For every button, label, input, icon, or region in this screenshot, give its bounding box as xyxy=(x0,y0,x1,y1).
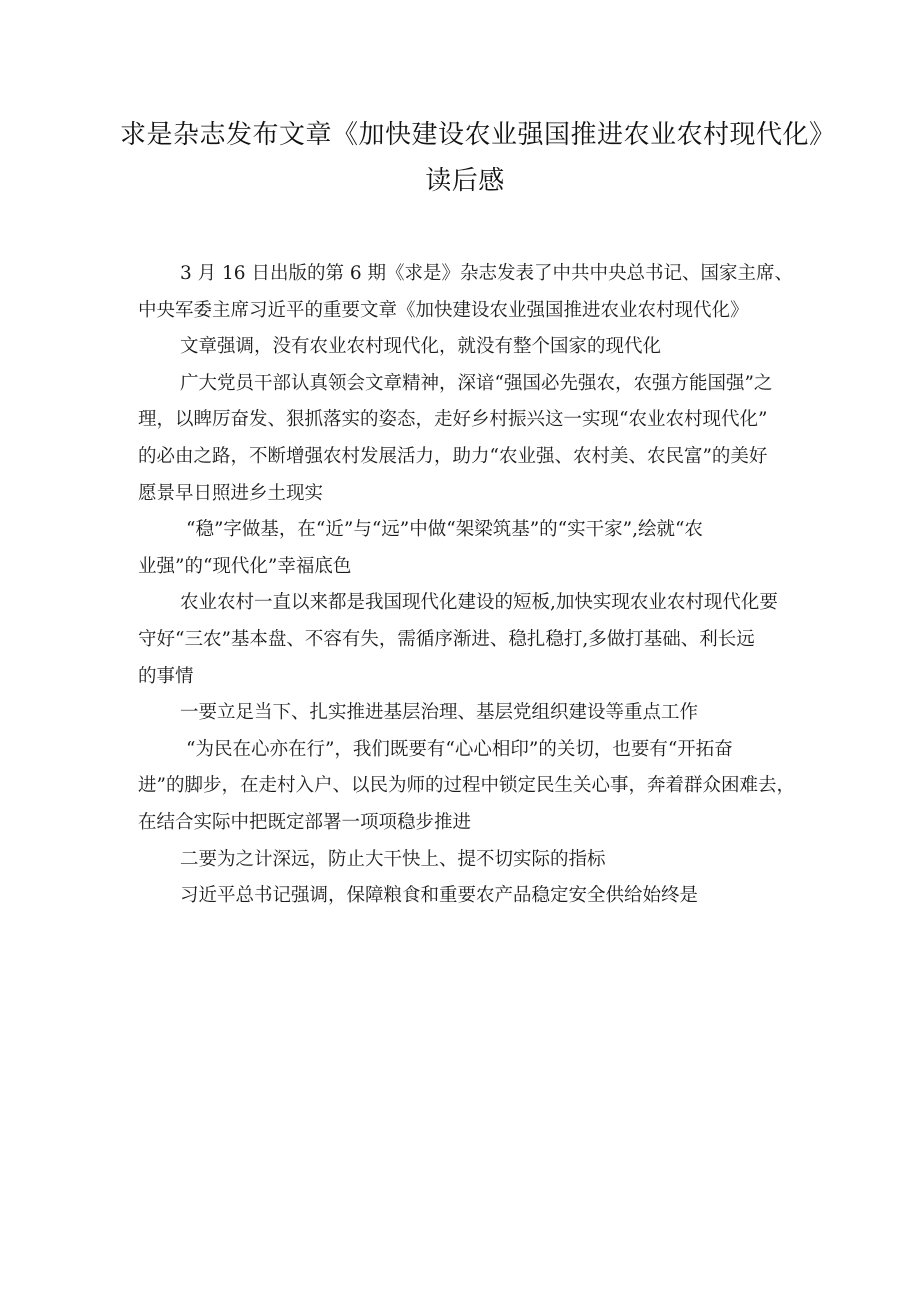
paragraph-line: 3 月 16 日出版的第 6 期《求是》杂志发表了中共中央总书记、国家主席、 xyxy=(180,263,793,284)
paragraph-line: 业强”的“现代化”幸福底色 xyxy=(138,555,352,577)
paragraph-1 xyxy=(138,256,794,329)
paragraph-line: 一要立足当下、扎实推进基层治理、基层党组织建设等重点工作 xyxy=(180,702,699,724)
title-line-1: 求是杂志发布文章《加快建设农业强国推进农业农村现代化》 xyxy=(120,120,836,150)
paragraph-4 xyxy=(138,512,794,585)
paragraph-line: 守好“三农”基本盘、不容有失，需循序渐进、稳扎稳打,多做打基础、利长远 xyxy=(138,628,755,650)
paragraph-line: 广大党员干部认真领会文章精神，深谙“强国必先强农，农强方能国强”之 xyxy=(180,372,773,394)
paragraph-line: 农业农村一直以来都是我国现代化建设的短板,加快实现农业农村现代化要 xyxy=(180,592,778,614)
paragraph-line: “稳”字做基，在“近”与“远”中做“架梁筑基”的“实干家”,绘就“农 xyxy=(186,519,703,541)
paragraph-line: 愿景早日照进乡土现实 xyxy=(138,482,324,504)
title-line-2: 读后感 xyxy=(425,166,505,196)
paragraph-5 xyxy=(138,585,794,695)
paragraph-6 xyxy=(138,695,794,732)
paragraph-line: 在结合实际中把既定部署一项项稳步推进 xyxy=(138,811,472,833)
paragraph-2 xyxy=(138,329,794,366)
paragraph-line: 中央军委主席习近平的重要文章《加快建设农业强国推进农业农村现代化》 xyxy=(138,299,749,321)
paragraph-line: 进”的脚步，在走村入户、以民为师的过程中锁定民生关心事，奔着群众困难去， xyxy=(138,775,795,797)
paragraph-3 xyxy=(138,366,794,512)
paragraph-line: 的必由之路，不断增强农村发展活力，助力“农业强、农村美、农民富”的美好 xyxy=(138,445,768,467)
document-title xyxy=(120,112,836,204)
paragraph-line: 的事情 xyxy=(138,665,194,687)
paragraph-8 xyxy=(138,842,794,879)
paragraph-7 xyxy=(138,732,794,842)
paragraph-line: 文章强调，没有农业农村现代化，就没有整个国家的现代化 xyxy=(180,336,662,358)
paragraph-9 xyxy=(138,878,794,915)
paragraph-line: 习近平总书记强调，保障粮食和重要农产品稳定安全供给始终是 xyxy=(180,885,699,907)
paragraph-line: 二要为之计深远，防止大干快上、提不切实际的指标 xyxy=(180,848,606,870)
paragraph-line: 理，以睥厉奋发、狠抓落实的姿态，走好乡村振兴这一实现“农业农村现代化” xyxy=(138,409,768,431)
document-body xyxy=(138,256,794,915)
paragraph-line: “为民在心亦在行”，我们既要有“心心相印”的关切，也要有“开拓奋 xyxy=(186,738,733,760)
